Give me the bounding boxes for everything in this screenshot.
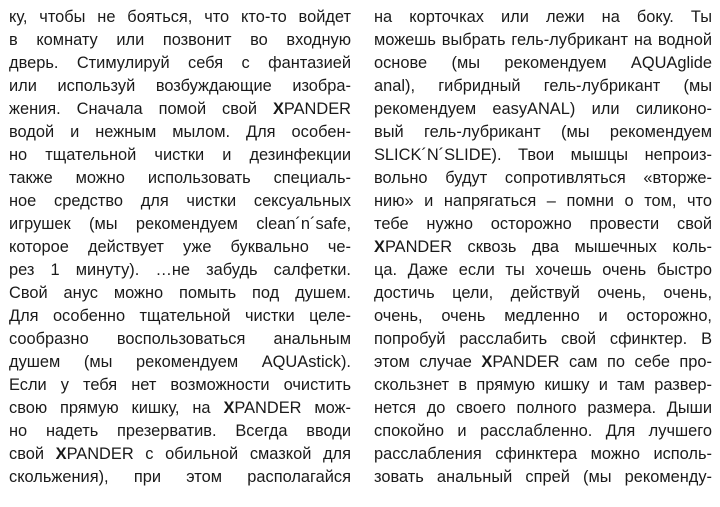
- text-segment: игрушек (мы рекомендуем clean´n´safe,: [9, 215, 351, 233]
- text-line: [374, 52, 712, 75]
- text-line: [374, 328, 712, 351]
- text-line: [374, 351, 712, 374]
- text-line: [374, 98, 712, 121]
- text-segment: PANDER: [283, 100, 351, 118]
- text-segment: нется до своего полного размера. Дыши: [374, 399, 712, 417]
- text-segment: расслабления сфинктера можно исполь-: [374, 445, 712, 463]
- text-segment: тебе нужно осторожно провести свой: [374, 215, 712, 233]
- text-segment: или используй возбуждающие изобра-: [9, 77, 351, 95]
- text-segment: PANDER мож-: [234, 399, 351, 417]
- text-segment: нию» и напрягаться – помни о том, что: [374, 192, 712, 210]
- text-line: [374, 282, 712, 305]
- text-line: [374, 144, 712, 167]
- text-line: [9, 98, 351, 121]
- text-segment: ца. Даже если ты хочешь очень быстро: [374, 261, 712, 279]
- text-line: [374, 213, 712, 236]
- text-segment: рекомендуем easyANAL) или силиконо-: [374, 100, 712, 118]
- text-line: [9, 328, 351, 351]
- text-segment: но тщательной чистки и дезинфекции: [9, 146, 351, 164]
- brand-initial: X: [272, 100, 284, 118]
- text-line: [374, 397, 712, 420]
- text-line: [9, 351, 351, 374]
- brand-initial: X: [223, 399, 235, 417]
- text-line: [374, 6, 712, 29]
- text-segment: основе (мы рекомендуем AQUAglide: [374, 54, 712, 72]
- text-segment: PANDER с обильной смазкой для: [66, 445, 351, 463]
- text-segment: свою прямую кишку, на: [9, 399, 224, 417]
- text-segment: скользнет в прямую кишку и там развер-: [374, 376, 712, 394]
- text-line: [9, 282, 351, 305]
- text-line: [9, 466, 351, 489]
- text-line: [374, 374, 712, 397]
- text-line: [9, 6, 351, 29]
- text-segment: дверь. Стимулируй себя с фантазией: [9, 54, 351, 72]
- text-line: [9, 75, 351, 98]
- text-segment: ку, чтобы не бояться, что кто-то войдет: [9, 8, 351, 26]
- text-line: [9, 305, 351, 328]
- text-segment: но надеть презерватив. Всегда вводи: [9, 422, 351, 440]
- text-line: [374, 443, 712, 466]
- text-segment: спокойно и расслабленно. Для лучшего: [374, 422, 712, 440]
- text-segment: зовать анальный спрей (мы рекоменду-: [374, 468, 712, 486]
- text-segment: этом случае: [374, 353, 482, 371]
- text-segment: PANDER сквозь два мышечных коль-: [384, 238, 712, 256]
- text-line: [374, 420, 712, 443]
- brand-initial: X: [481, 353, 493, 371]
- text-line: [374, 190, 712, 213]
- text-line: [9, 236, 351, 259]
- text-segment: душем (мы рекомендуем AQUAstick).: [9, 353, 351, 371]
- text-segment: рез 1 минуту). …не забудь салфетки.: [9, 261, 351, 279]
- text-line: [9, 213, 351, 236]
- text-segment: ное средство для чистки сексуальных: [9, 192, 351, 210]
- text-segment: PANDER сам по себе про-: [492, 353, 712, 371]
- text-line: [374, 259, 712, 282]
- text-line: [9, 144, 351, 167]
- text-segment: жения. Сначала помой свой: [9, 100, 273, 118]
- text-segment: на корточках или лежи на боку. Ты: [374, 8, 712, 26]
- text-segment: водой и нежным мылом. Для особен-: [9, 123, 351, 141]
- text-line: [9, 420, 351, 443]
- text-line: [9, 29, 351, 52]
- text-segment: Свой анус можно помыть под душем.: [9, 284, 351, 302]
- text-line: [9, 443, 351, 466]
- text-segment: которое действует уже буквально че-: [9, 238, 351, 256]
- text-line: [9, 259, 351, 282]
- text-line: [374, 305, 712, 328]
- text-line: [9, 397, 351, 420]
- right-text-column: [374, 6, 712, 489]
- text-segment: Если у тебя нет возможности очистить: [9, 376, 351, 394]
- brand-initial: X: [55, 445, 67, 463]
- text-line: [374, 121, 712, 144]
- left-text-column: [9, 6, 351, 489]
- text-line: [9, 52, 351, 75]
- text-segment: можешь выбрать гель-лубрикант на водной: [374, 31, 712, 49]
- text-line: [374, 29, 712, 52]
- text-segment: SLICK´N´SLIDE). Твои мышцы непроиз-: [374, 146, 712, 164]
- text-segment: сообразно воспользоваться анальным: [9, 330, 351, 348]
- text-line: [9, 121, 351, 144]
- text-segment: Для особенно тщательной чистки целе-: [9, 307, 351, 325]
- text-line: [374, 75, 712, 98]
- text-segment: попробуй расслабить свой сфинктер. В: [374, 330, 712, 348]
- text-line: [374, 236, 712, 259]
- text-segment: anal), гибридный гель-лубрикант (мы: [374, 77, 712, 95]
- text-segment: очень, очень медленно и осторожно,: [374, 307, 712, 325]
- text-segment: также можно использовать специаль-: [9, 169, 351, 187]
- text-segment: скольжения), при этом располагайся: [9, 468, 351, 486]
- text-line: [374, 466, 712, 489]
- text-segment: вый гель-лубрикант (мы рекомендуем: [374, 123, 712, 141]
- text-segment: свой: [9, 445, 56, 463]
- text-segment: вольно будут сопротивляться «вторже-: [374, 169, 712, 187]
- text-line: [9, 190, 351, 213]
- text-segment: в комнату или позвонит во входную: [9, 31, 351, 49]
- text-segment: достичь цели, действуй очень, очень,: [374, 284, 712, 302]
- text-line: [374, 167, 712, 190]
- brand-initial: X: [374, 238, 385, 256]
- text-line: [9, 374, 351, 397]
- text-line: [9, 167, 351, 190]
